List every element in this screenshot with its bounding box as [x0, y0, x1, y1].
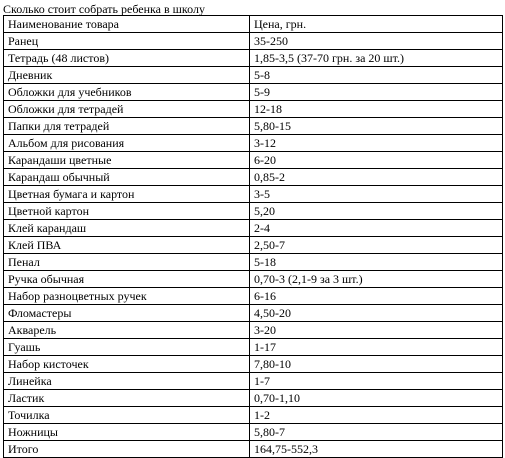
- item-name-cell: Пенал: [4, 254, 250, 271]
- table-row: [4, 101, 503, 118]
- item-name-cell: Обложки для тетрадей: [4, 101, 250, 118]
- table-row: [4, 203, 503, 220]
- total-price-cell: 164,75-552,3: [250, 441, 503, 458]
- item-name-cell: Акварель: [4, 322, 250, 339]
- item-price-cell: 12-18: [250, 101, 503, 118]
- item-name-cell: Карандаш обычный: [4, 169, 250, 186]
- item-name-cell: Дневник: [4, 67, 250, 84]
- table-row: [4, 33, 503, 50]
- table-row: [4, 67, 503, 84]
- item-price-cell: 5,20: [250, 203, 503, 220]
- table-row: [4, 237, 503, 254]
- item-price-cell: 1,85-3,5 (37-70 грн. за 20 шт.): [250, 50, 503, 67]
- item-name-cell: Альбом для рисования: [4, 135, 250, 152]
- item-price-cell: 1-17: [250, 339, 503, 356]
- item-price-cell: 5-18: [250, 254, 503, 271]
- item-name-cell: Цветной картон: [4, 203, 250, 220]
- item-name-cell: Ручка обычная: [4, 271, 250, 288]
- table-row: [4, 135, 503, 152]
- item-price-cell: 35-250: [250, 33, 503, 50]
- table-row: [4, 356, 503, 373]
- table-row: [4, 390, 503, 407]
- item-name-cell: Гуашь: [4, 339, 250, 356]
- table-row: [4, 424, 503, 441]
- item-price-cell: 0,70-1,10: [250, 390, 503, 407]
- table-row: [4, 322, 503, 339]
- item-name-cell: Клей ПВА: [4, 237, 250, 254]
- document-title: Сколько стоит собрать ребенка в школу: [3, 2, 205, 16]
- item-name-cell: Карандаши цветные: [4, 152, 250, 169]
- table-row: [4, 271, 503, 288]
- price-table: [3, 15, 503, 458]
- item-price-cell: 3-20: [250, 322, 503, 339]
- item-name-cell: Набор кисточек: [4, 356, 250, 373]
- table-row: [4, 118, 503, 135]
- item-price-cell: 7,80-10: [250, 356, 503, 373]
- item-name-cell: Фломастеры: [4, 305, 250, 322]
- table-header-row: [4, 16, 503, 33]
- total-label-cell: Итого: [4, 441, 250, 458]
- item-price-cell: 6-20: [250, 152, 503, 169]
- item-name-cell: Обложки для учебников: [4, 84, 250, 101]
- table-row: [4, 220, 503, 237]
- table-row: [4, 50, 503, 67]
- item-name-cell: Набор разноцветных ручек: [4, 288, 250, 305]
- table-body: [4, 33, 503, 458]
- item-name-cell: Тетрадь (48 листов): [4, 50, 250, 67]
- table-row: [4, 373, 503, 390]
- header-price: Цена, грн.: [250, 16, 503, 33]
- item-price-cell: 5-8: [250, 67, 503, 84]
- table-row: [4, 254, 503, 271]
- table-row: [4, 186, 503, 203]
- item-name-cell: Точилка: [4, 407, 250, 424]
- item-name-cell: Ранец: [4, 33, 250, 50]
- header-item-name: Наименование товара: [4, 16, 250, 33]
- item-price-cell: 3-12: [250, 135, 503, 152]
- item-name-cell: Цветная бумага и картон: [4, 186, 250, 203]
- item-name-cell: Линейка: [4, 373, 250, 390]
- table-row: [4, 305, 503, 322]
- item-name-cell: Папки для тетрадей: [4, 118, 250, 135]
- item-price-cell: 5,80-7: [250, 424, 503, 441]
- item-price-cell: 4,50-20: [250, 305, 503, 322]
- item-price-cell: 0,85-2: [250, 169, 503, 186]
- item-name-cell: Клей карандаш: [4, 220, 250, 237]
- table-row: [4, 152, 503, 169]
- table-row: [4, 84, 503, 101]
- item-name-cell: Ножницы: [4, 424, 250, 441]
- item-price-cell: 1-2: [250, 407, 503, 424]
- item-price-cell: 5,80-15: [250, 118, 503, 135]
- table-row: [4, 169, 503, 186]
- item-name-cell: Ластик: [4, 390, 250, 407]
- item-price-cell: 0,70-3 (2,1-9 за 3 шт.): [250, 271, 503, 288]
- item-price-cell: 1-7: [250, 373, 503, 390]
- table-row: [4, 288, 503, 305]
- item-price-cell: 6-16: [250, 288, 503, 305]
- total-row: [4, 441, 503, 458]
- table-row: [4, 407, 503, 424]
- item-price-cell: 2,50-7: [250, 237, 503, 254]
- item-price-cell: 2-4: [250, 220, 503, 237]
- item-price-cell: 3-5: [250, 186, 503, 203]
- item-price-cell: 5-9: [250, 84, 503, 101]
- table-row: [4, 339, 503, 356]
